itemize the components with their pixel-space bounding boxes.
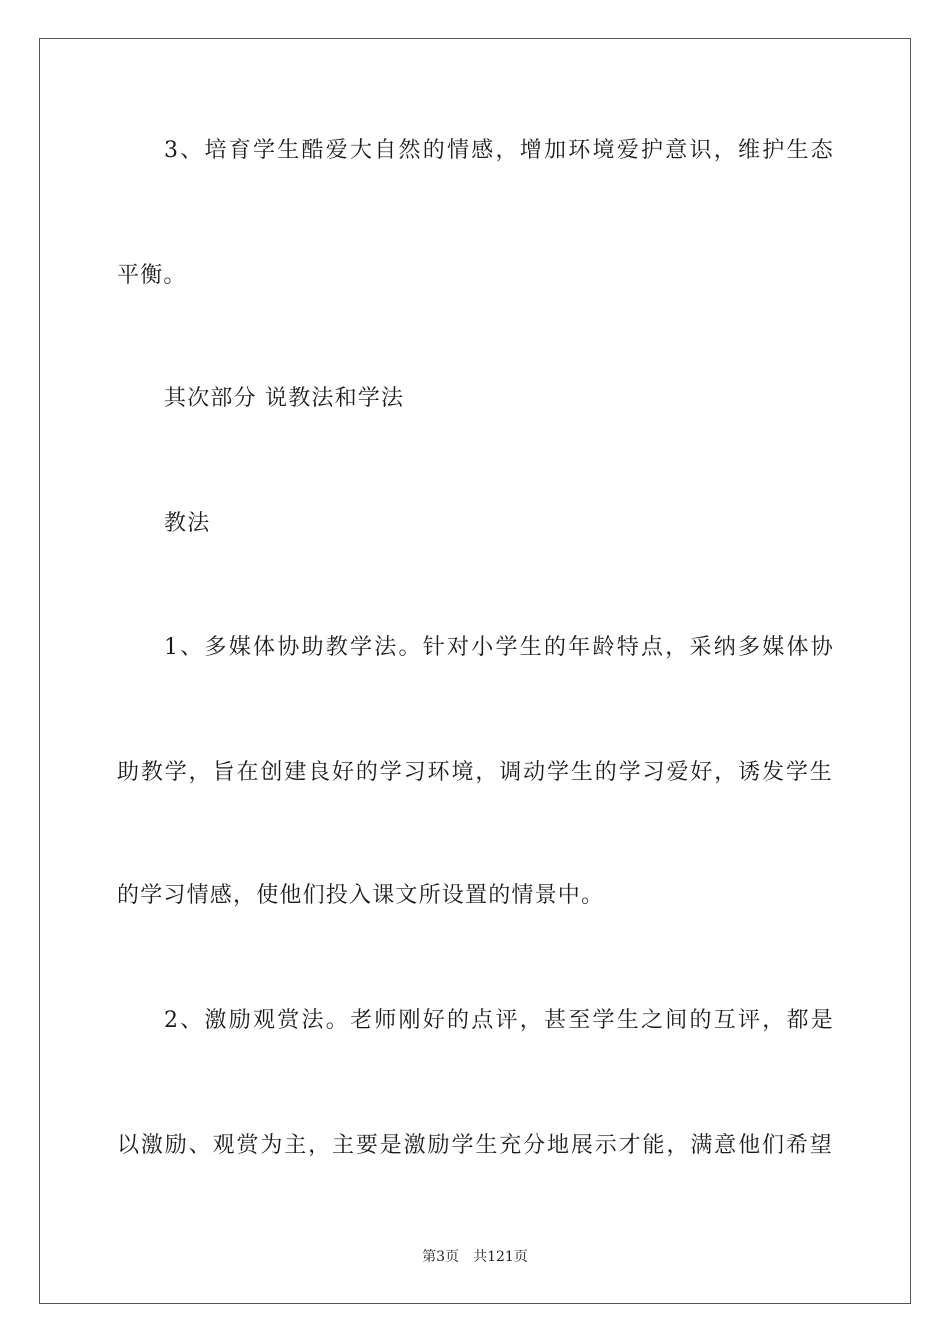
paragraph-method-1-line-1: 1、多媒体协助教学法。针对小学生的年龄特点，采纳多媒体协 (164, 635, 834, 660)
subheading-teaching-method: 教法 (164, 511, 211, 536)
section-heading-teaching-methods: 其次部分 说教法和学法 (164, 386, 405, 411)
page-border (39, 38, 911, 1304)
paragraph-method-2-line-2: 以激励、观赏为主，主要是激励学生充分地展示才能，满意他们希望 (117, 1133, 833, 1158)
paragraph-method-2-line-1: 2、激励观赏法。老师刚好的点评，甚至学生之间的互评，都是 (164, 1008, 834, 1033)
page-total: 共121页 (473, 1249, 528, 1265)
paragraph-method-1-line-3: 的学习情感，使他们投入课文所设置的情景中。 (117, 883, 605, 908)
page-number: 第3页 (422, 1249, 460, 1265)
paragraph-method-1-line-2: 助教学，旨在创建良好的学习环境，调动学生的学习爱好，诱发学生 (117, 760, 833, 785)
paragraph-goal-3-line-1: 3、培育学生酷爱大自然的情感，增加环境爱护意识，维护生态 (164, 138, 834, 163)
page-footer (0, 1248, 950, 1266)
paragraph-goal-3-line-2: 平衡。 (117, 263, 187, 288)
